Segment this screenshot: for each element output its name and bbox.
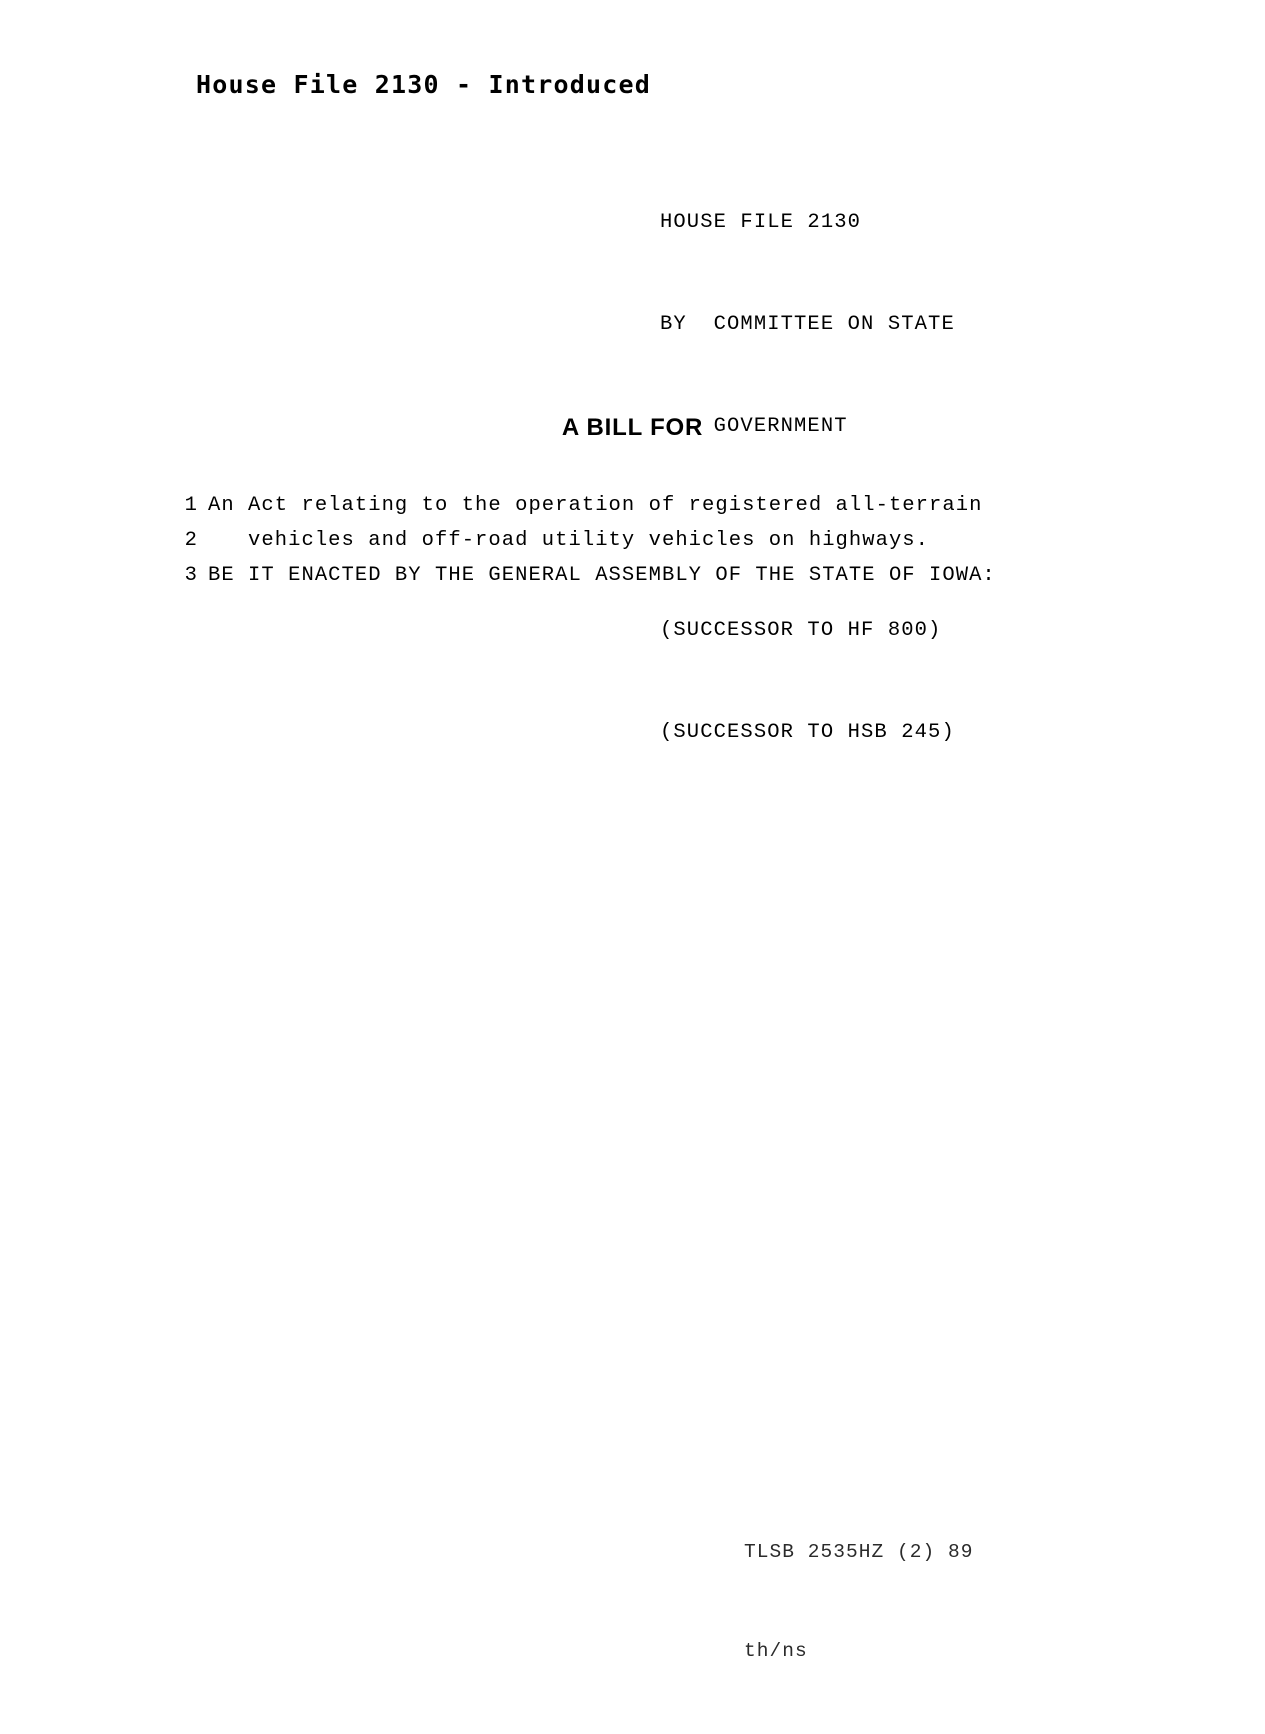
line-number: 2 bbox=[184, 529, 198, 552]
bill-sponsor-line-continued: GOVERNMENT bbox=[660, 415, 848, 438]
bill-for-heading: A BILL FOR bbox=[561, 414, 704, 441]
bill-body bbox=[168, 488, 996, 593]
body-line bbox=[168, 558, 996, 593]
bill-number-line: HOUSE FILE 2130 bbox=[660, 211, 862, 234]
successor-line-hsb: (SUCCESSOR TO HSB 245) bbox=[660, 721, 955, 744]
body-line bbox=[168, 488, 996, 523]
bill-sponsor-line: BY COMMITTEE ON STATE bbox=[660, 313, 955, 336]
successor-line-hf: (SUCCESSOR TO HF 800) bbox=[660, 619, 942, 642]
page-title: House File 2130 - Introduced bbox=[196, 70, 652, 99]
line-text: vehicles and off-road utility vehicles on highways. bbox=[208, 529, 930, 552]
document-footer bbox=[744, 1470, 974, 1734]
footer-drafter-initials: th/ns bbox=[744, 1640, 808, 1662]
line-number: 1 bbox=[184, 494, 198, 517]
line-number: 3 bbox=[184, 564, 198, 587]
footer-tlsb-code: TLSB 2535HZ (2) 89 bbox=[744, 1541, 974, 1563]
line-text: An Act relating to the operation of registered all-terrain bbox=[208, 494, 983, 517]
bill-identification-block bbox=[660, 138, 955, 818]
body-line bbox=[168, 523, 996, 558]
line-text: BE IT ENACTED BY THE GENERAL ASSEMBLY OF THE STATE OF IOWA: bbox=[208, 564, 996, 587]
